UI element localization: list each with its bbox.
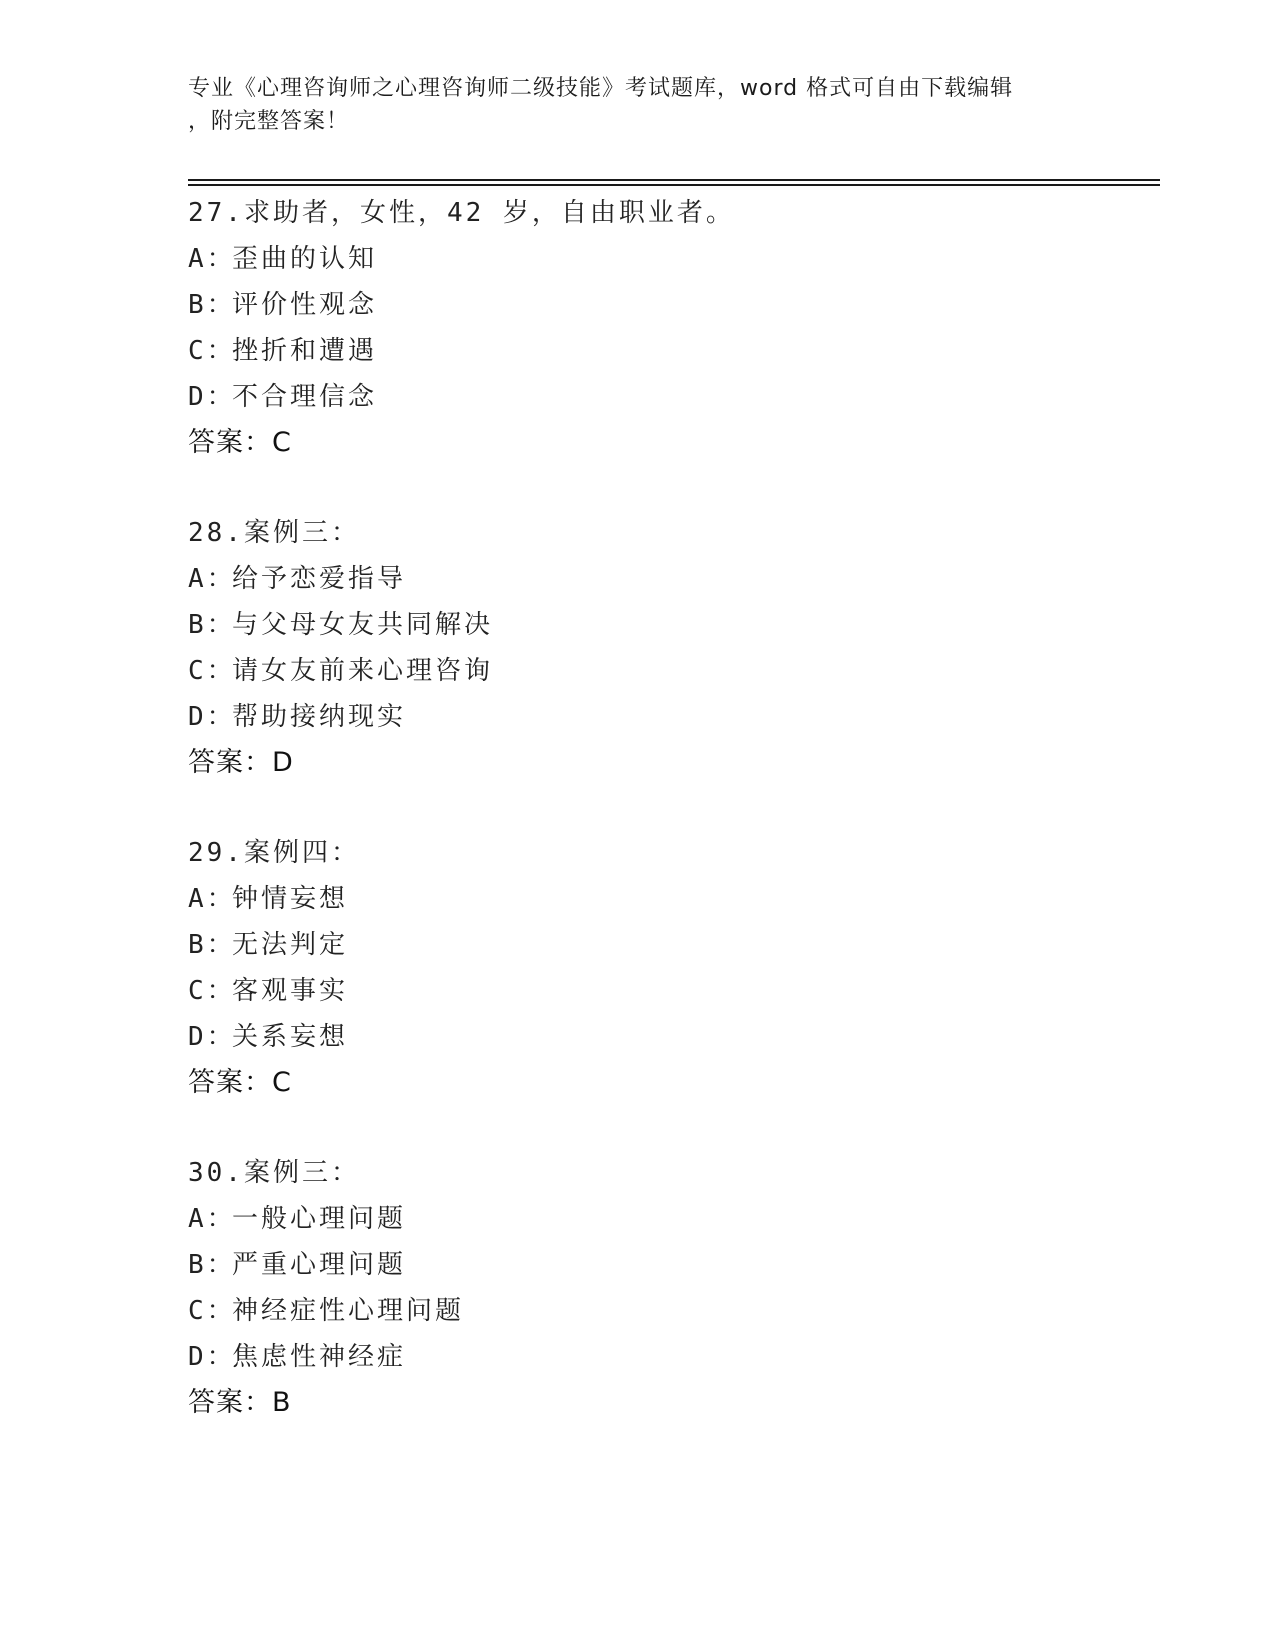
option-key: C： xyxy=(188,656,236,686)
option-d xyxy=(188,1014,1148,1060)
option-key: D： xyxy=(188,1342,236,1372)
option-a xyxy=(188,1196,1148,1242)
question-27 xyxy=(188,190,1148,466)
option-text: 挫折和遭遇 xyxy=(232,336,378,366)
question-30 xyxy=(188,1150,1148,1426)
option-key: B： xyxy=(188,930,236,960)
option-text: 关系妄想 xyxy=(232,1022,349,1052)
option-c xyxy=(188,1288,1148,1334)
option-key: D： xyxy=(188,1022,236,1052)
option-text: 请女友前来心理咨询 xyxy=(232,656,494,686)
option-key: B： xyxy=(188,610,236,640)
question-29 xyxy=(188,830,1148,1106)
option-key: D： xyxy=(188,702,236,732)
option-b xyxy=(188,1242,1148,1288)
answer-line: 答案：C xyxy=(188,1067,292,1098)
header-line-1: 专业《心理咨询师之心理咨询师二级技能》考试题库，word 格式可自由下载编辑 xyxy=(188,76,1014,101)
question-title: 29.案例四： xyxy=(188,838,360,868)
option-c xyxy=(188,648,1148,694)
option-b xyxy=(188,922,1148,968)
option-text: 不合理信念 xyxy=(232,382,378,412)
option-key: A： xyxy=(188,884,236,914)
header-rule-bottom xyxy=(188,184,1160,186)
option-text: 无法判定 xyxy=(232,930,349,960)
answer-line: 答案：D xyxy=(188,747,294,778)
option-text: 帮助接纳现实 xyxy=(232,702,407,732)
option-a xyxy=(188,236,1148,282)
option-text: 歪曲的认知 xyxy=(232,244,378,274)
option-key: C： xyxy=(188,976,236,1006)
option-text: 焦虑性神经症 xyxy=(232,1342,407,1372)
answer-line: 答案：B xyxy=(188,1387,292,1418)
question-title: 30.案例三： xyxy=(188,1158,360,1188)
option-text: 给予恋爱指导 xyxy=(232,564,407,594)
option-key: A： xyxy=(188,1204,236,1234)
option-text: 与父母女友共同解决 xyxy=(232,610,494,640)
option-key: B： xyxy=(188,290,236,320)
option-key: A： xyxy=(188,244,236,274)
question-title: 28.案例三： xyxy=(188,518,360,548)
option-c xyxy=(188,968,1148,1014)
option-text: 评价性观念 xyxy=(232,290,378,320)
header-rule-top xyxy=(188,179,1160,181)
option-d xyxy=(188,1334,1148,1380)
header-line-2: ，附完整答案！ xyxy=(188,109,350,134)
option-text: 一般心理问题 xyxy=(232,1204,407,1234)
option-text: 客观事实 xyxy=(232,976,349,1006)
option-d xyxy=(188,374,1148,420)
option-key: D： xyxy=(188,382,236,412)
question-title: 27.求助者，女性，42 岁，自由职业者。 xyxy=(188,198,735,228)
answer-line: 答案：C xyxy=(188,427,292,458)
option-a xyxy=(188,556,1148,602)
option-text: 神经症性心理问题 xyxy=(232,1296,465,1326)
option-text: 钟情妄想 xyxy=(232,884,349,914)
option-text: 严重心理问题 xyxy=(232,1250,407,1280)
option-b xyxy=(188,282,1148,328)
option-key: B： xyxy=(188,1250,236,1280)
option-key: C： xyxy=(188,336,236,366)
option-c xyxy=(188,328,1148,374)
option-d xyxy=(188,694,1148,740)
option-key: C： xyxy=(188,1296,236,1326)
option-a xyxy=(188,876,1148,922)
question-list xyxy=(188,190,1148,1426)
option-key: A： xyxy=(188,564,236,594)
question-28 xyxy=(188,510,1148,786)
document-header xyxy=(188,72,1088,138)
option-b xyxy=(188,602,1148,648)
